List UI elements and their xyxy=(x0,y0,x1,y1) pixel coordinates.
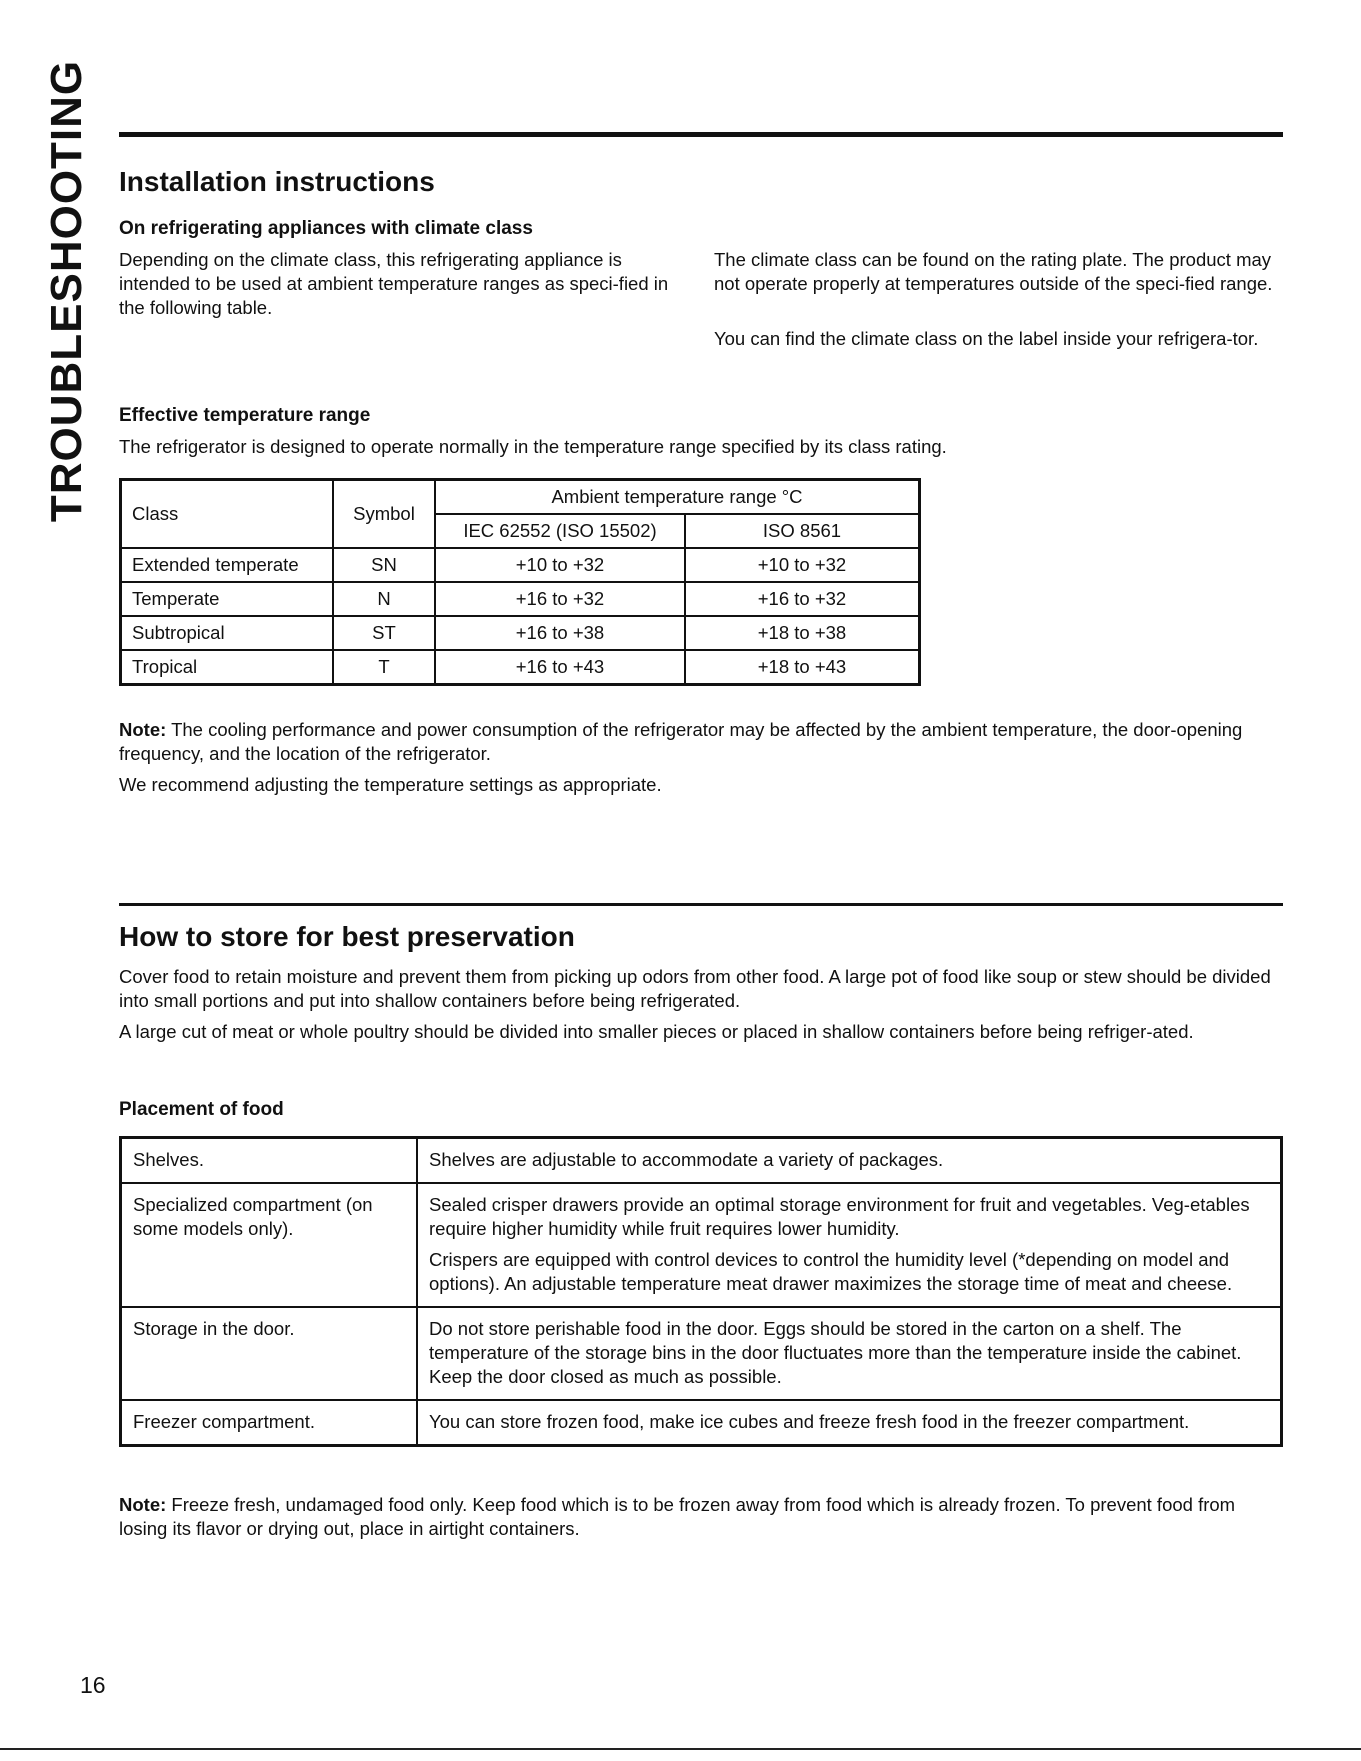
freezing-note xyxy=(119,1493,1283,1541)
class-cell: Tropical xyxy=(121,650,334,685)
iso-range-cell: +10 to +32 xyxy=(685,548,920,582)
description-cell xyxy=(417,1138,1282,1184)
description-text: Crispers are equipped with control devices to control the humidity level (*depending on model and options). An adjustable temperature meat drawer maximizes the storage time of meat and cheese. xyxy=(429,1249,1233,1294)
description-cell xyxy=(417,1307,1282,1400)
symbol-cell: T xyxy=(333,650,435,685)
description-cell xyxy=(417,1183,1282,1307)
iec-range-cell: +16 to +43 xyxy=(435,650,685,685)
symbol-cell: N xyxy=(333,582,435,616)
page-number: 16 xyxy=(80,1672,106,1698)
col-header-iso: ISO 8561 xyxy=(685,514,920,548)
top-rule xyxy=(119,132,1283,137)
note-text: The cooling performance and power consumption of the refrigerator may be affected by the ambient temperature, the door-opening frequency, and the location of the refrigerator. xyxy=(119,719,1243,764)
label-location-text: You can find the climate class on the label inside your refrigera-tor. xyxy=(714,328,1259,349)
location-cell: Specialized compartment (on some models only). xyxy=(121,1183,418,1307)
iec-range-cell: +16 to +38 xyxy=(435,616,685,650)
effective-range-text: The refrigerator is designed to operate normally in the temperature range specified by its class rating. xyxy=(119,436,947,457)
col-header-ambient: Ambient temperature range °C xyxy=(435,480,920,515)
class-cell: Subtropical xyxy=(121,616,334,650)
note-label: Note: xyxy=(119,1494,167,1515)
description-text: Do not store perishable food in the door. Eggs should be stored in the carton on a shelf. The temperature of the storage bins in the door fluctuates more than the temperature inside the cabinet. Keep the door closed as much as possible. xyxy=(429,1318,1242,1387)
table-row xyxy=(121,616,920,650)
location-cell: Storage in the door. xyxy=(121,1307,418,1400)
effective-range-heading: Effective temperature range xyxy=(119,405,371,426)
note-label: Note: xyxy=(119,719,167,740)
symbol-cell: SN xyxy=(333,548,435,582)
table-row xyxy=(121,1138,1282,1184)
installation-title: Installation instructions xyxy=(119,166,435,197)
storage-intro-text: Cover food to retain moisture and prevent them from picking up odors from other food. A large pot of food like soup or stew should be divided into small portions and put into shallow containers before being refrigerated. xyxy=(119,966,1271,1011)
iec-range-cell: +16 to +32 xyxy=(435,582,685,616)
section-divider xyxy=(119,903,1283,906)
description-cell xyxy=(417,1400,1282,1446)
description-text: You can store frozen food, make ice cubes and freeze fresh food in the freezer compartment. xyxy=(429,1411,1190,1432)
bottom-edge-line xyxy=(0,1748,1361,1750)
rating-plate-text: The climate class can be found on the rating plate. The product may not operate properly at temperatures outside of the speci-fied range. xyxy=(714,249,1273,294)
recommendation-text: We recommend adjusting the temperature settings as appropriate. xyxy=(119,774,662,795)
side-tab-label: TROUBLESHOOTING xyxy=(41,59,91,523)
climate-class-subtitle: On refrigerating appliances with climate class xyxy=(119,218,533,239)
description-text: Shelves are adjustable to accommodate a variety of packages. xyxy=(429,1149,944,1170)
placement-heading: Placement of food xyxy=(119,1099,284,1120)
cooling-note xyxy=(119,718,1283,766)
location-cell: Shelves. xyxy=(121,1138,418,1184)
table-header-row xyxy=(121,480,920,515)
iso-range-cell: +18 to +43 xyxy=(685,650,920,685)
class-cell: Extended temperate xyxy=(121,548,334,582)
table-row xyxy=(121,1307,1282,1400)
note-text: Freeze fresh, undamaged food only. Keep food which is to be frozen away from food which is already frozen. To prevent food from losing its flavor or drying out, place in airtight containers. xyxy=(119,1494,1236,1539)
table-row xyxy=(121,548,920,582)
iso-range-cell: +16 to +32 xyxy=(685,582,920,616)
climate-class-table xyxy=(119,478,921,686)
iso-range-cell: +18 to +38 xyxy=(685,616,920,650)
food-placement-table xyxy=(119,1136,1283,1447)
table-row xyxy=(121,650,920,685)
col-header-iec: IEC 62552 (ISO 15502) xyxy=(435,514,685,548)
storage-title: How to store for best preservation xyxy=(119,921,575,952)
location-cell: Freezer compartment. xyxy=(121,1400,418,1446)
table-row xyxy=(121,1400,1282,1446)
symbol-cell: ST xyxy=(333,616,435,650)
section-side-tab xyxy=(41,59,91,523)
table-row xyxy=(121,582,920,616)
description-text: Sealed crisper drawers provide an optimal storage environment for fruit and vegetables. Veg-etables require higher humidity while fruit requires lower humidity. xyxy=(429,1194,1250,1239)
col-header-class: Class xyxy=(121,480,334,549)
iec-range-cell: +10 to +32 xyxy=(435,548,685,582)
col-header-symbol: Symbol xyxy=(333,480,435,549)
class-cell: Temperate xyxy=(121,582,334,616)
climate-intro-text: Depending on the climate class, this refrigerating appliance is intended to be used at ambient temperature ranges as speci-fied in the following table. xyxy=(119,249,669,318)
meat-storage-text: A large cut of meat or whole poultry should be divided into smaller pieces or placed in shallow containers before being refriger-ated. xyxy=(119,1021,1194,1042)
table-row xyxy=(121,1183,1282,1307)
